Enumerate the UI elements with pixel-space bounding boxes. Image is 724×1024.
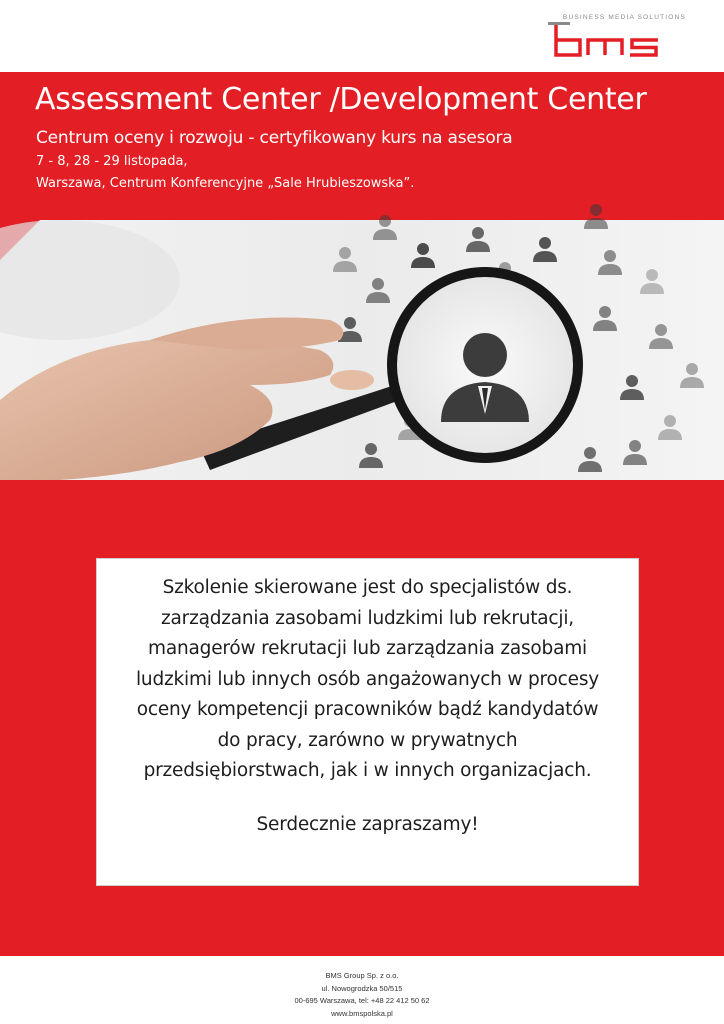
card-line: oceny kompetencji pracowników bądź kandydatów <box>136 699 599 720</box>
footer-website-link[interactable]: www.bmspolska.pl <box>331 1008 393 1018</box>
magnifier-photo <box>0 200 724 482</box>
page-title: Assessment Center /Development Center <box>35 82 647 117</box>
event-venue: Warszawa, Centrum Konferencyjne „Sale Hrubieszowska”. <box>36 176 415 191</box>
logo-wordmark <box>536 22 686 60</box>
card-line: przedsiębiorstwach, jak i w innych organizacjach. <box>143 760 592 781</box>
footer-street: ul. Nowogrodzka 50/515 <box>321 983 403 993</box>
logo-tagline: BUSINESS MEDIA SOLUTIONS <box>562 14 686 21</box>
card-description <box>119 573 616 787</box>
card-line: ludzkimi lub innych osób angażowanych w procesy <box>135 668 600 690</box>
page-subtitle: Centrum oceny i rozwoju - certyfikowany kurs na asesora <box>36 128 513 148</box>
footer-company: BMS Group Sp. z o.o. <box>325 971 399 980</box>
card-line: zarządzania zasobami ludzkimi lub rekrutacji, <box>161 607 574 629</box>
card-line: Szkolenie skierowane jest do specjalistów ds. <box>162 577 573 598</box>
magnifier-illustration <box>0 200 724 482</box>
card-line: managerów rekrutacji lub zarządzania zasobami <box>148 638 587 659</box>
footer-city-phone: 00-695 Warszawa, tel: +48 22 412 50 62 <box>294 996 430 1005</box>
info-card <box>96 558 639 886</box>
card-line: do pracy, zarówno w prywatnych <box>217 729 518 751</box>
card-closing: Serdecznie zapraszamy! <box>256 813 479 835</box>
footer-address <box>0 970 724 1020</box>
event-dates: 7 - 8, 28 - 29 listopada, <box>36 154 188 169</box>
bms-logo <box>536 14 686 60</box>
